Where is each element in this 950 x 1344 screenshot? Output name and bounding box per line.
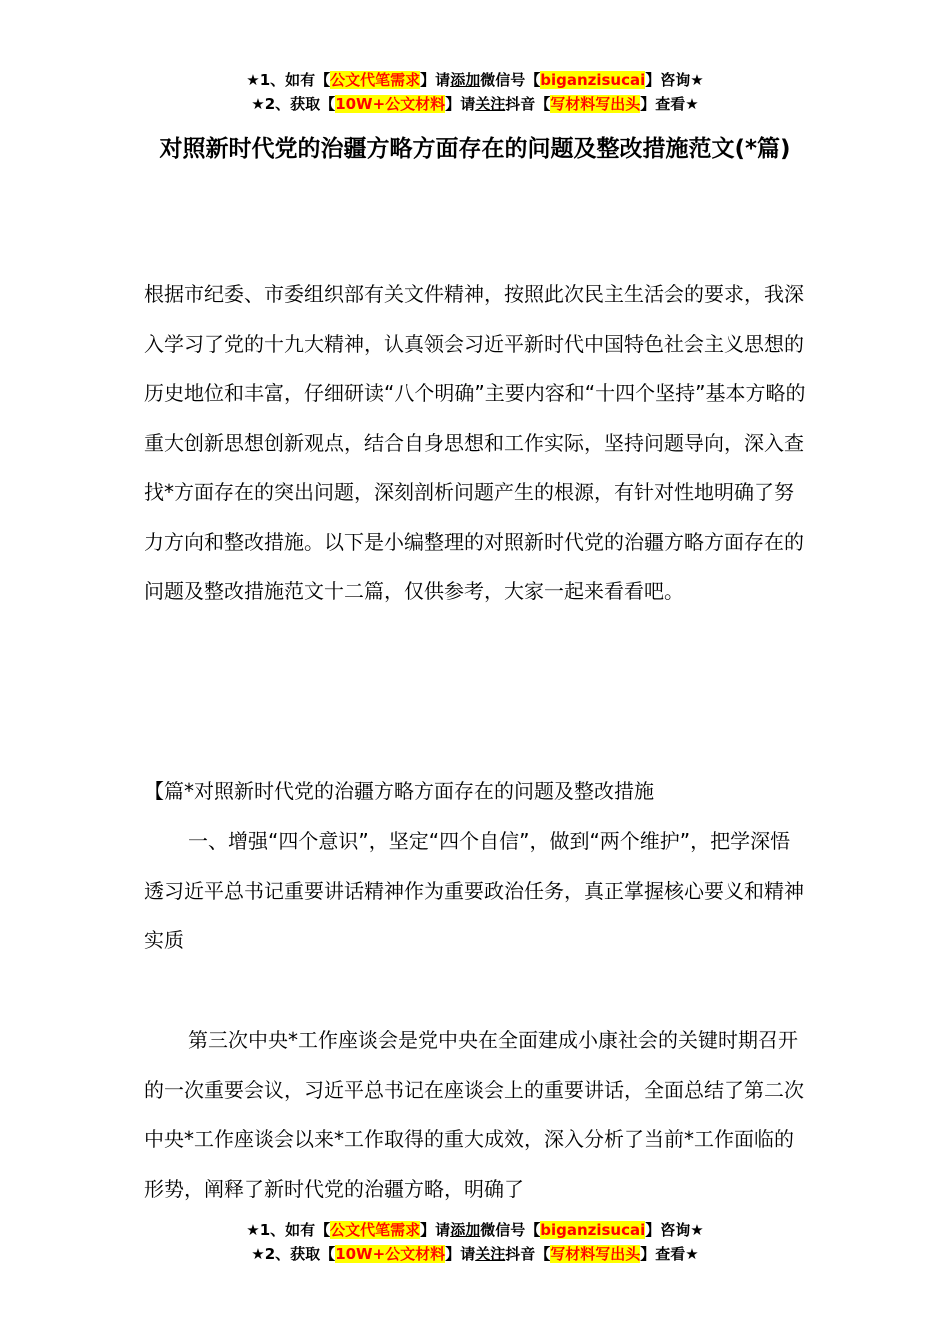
banner-highlight: biganzisucai: [540, 1221, 646, 1239]
banner-text: 抖音【: [505, 95, 551, 113]
banner-highlight: 写材料写出头: [550, 1245, 641, 1263]
banner-line-2: [0, 1242, 950, 1266]
banner-text: 】咨询★: [645, 71, 704, 89]
banner-text: 】请: [420, 1221, 451, 1239]
header-banner: [0, 68, 950, 116]
banner-line-1: [0, 1218, 950, 1242]
point-one-heading: 一、增强“四个意识”，坚定“四个自信”，做到“两个维护”，把学深悟透习近平总书记重要讲话精神作为重要政治任务，真正掌握核心要义和精神实质: [144, 829, 804, 952]
banner-underlined: 关注: [475, 95, 506, 113]
document-title: 对照新时代党的治疆方略方面存在的问题及整改措施范文(*篇): [159, 136, 791, 162]
banner-highlight: 公文代笔需求: [330, 1221, 421, 1239]
banner-line-1: [0, 68, 950, 92]
banner-highlight: 写材料写出头: [550, 95, 641, 113]
banner-text: 】请: [445, 1245, 476, 1263]
banner-underlined: 添加: [450, 71, 481, 89]
body-paragraph: 第三次中央*工作座谈会是党中央在全面建成小康社会的关键时期召开的一次重要会议，习近平总书记在座谈会上的重要讲话，全面总结了第二次中央*工作座谈会以来*工作取得的重大成效，深入分析了当前*工作面临的形势，阐释了新时代党的治疆方略，明确了: [144, 1028, 804, 1201]
section-heading: 【篇*对照新时代党的治疆方略方面存在的问题及整改措施: [144, 779, 654, 803]
footer-banner: [0, 1218, 950, 1266]
banner-highlight: 公文代笔需求: [330, 71, 421, 89]
banner-text: 】查看★: [640, 1245, 699, 1263]
banner-text: 微信号【: [480, 1221, 541, 1239]
banner-line-2: [0, 92, 950, 116]
banner-highlight: 10W+公文材料: [335, 95, 446, 113]
banner-text: ★1、如有【: [246, 71, 331, 89]
banner-text: ★2、获取【: [251, 1245, 336, 1263]
banner-text: 】请: [445, 95, 476, 113]
banner-text: 】请: [420, 71, 451, 89]
banner-highlight: 10W+公文材料: [335, 1245, 446, 1263]
banner-underlined: 关注: [475, 1245, 506, 1263]
banner-highlight: biganzisucai: [540, 71, 646, 89]
banner-text: 】咨询★: [645, 1221, 704, 1239]
banner-text: ★1、如有【: [246, 1221, 331, 1239]
banner-text: ★2、获取【: [251, 95, 336, 113]
banner-underlined: 添加: [450, 1221, 481, 1239]
banner-text: 微信号【: [480, 71, 541, 89]
intro-paragraph: 根据市纪委、市委组织部有关文件精神，按照此次民主生活会的要求，我深入学习了党的十九大精神，认真领会习近平新时代中国特色社会主义思想的历史地位和丰富，仔细研读“八个明确”主要内容和“十四个坚持”基本方略的重大创新思想创新观点，结合自身思想和工作实际，坚持问题导向，深入查找*方面存在的突出问题，深刻剖析问题产生的根源，有针对性地明确了努力方向和整改措施。以下是小编整理的对照新时代党的治疆方略方面存在的问题及整改措施范文十二篇，仅供参考，大家一起来看看吧。: [144, 282, 806, 603]
banner-text: 抖音【: [505, 1245, 551, 1263]
banner-text: 】查看★: [640, 95, 699, 113]
